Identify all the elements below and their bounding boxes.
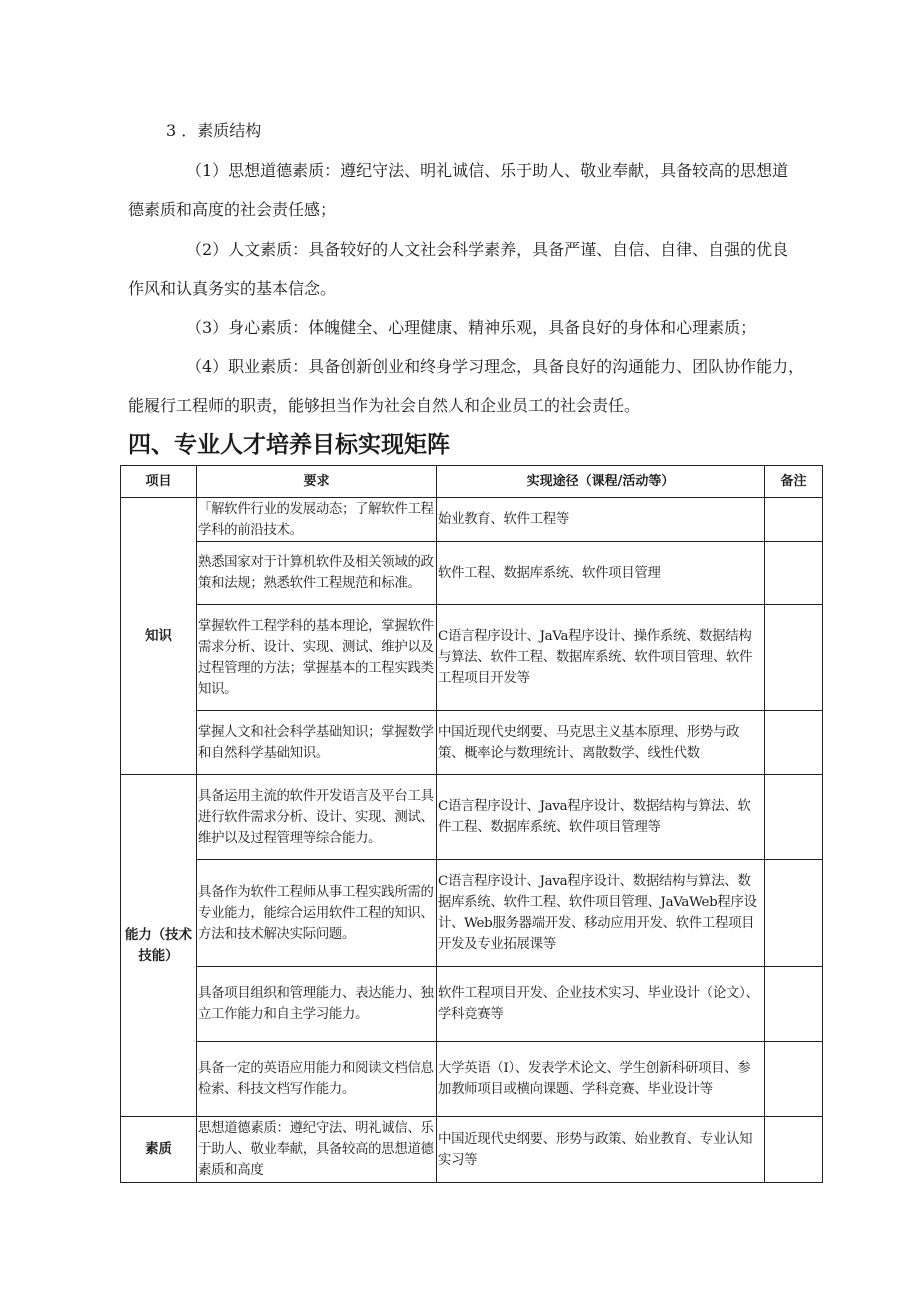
table-row	[121, 775, 823, 860]
table-row	[121, 967, 823, 1042]
category-ability: 能力（技术技能）	[121, 775, 197, 1117]
note-cell	[765, 860, 823, 967]
requirement-cell: 具备一定的英语应用能力和阅读文档信息检索、科技文档写作能力。	[197, 1042, 437, 1117]
note-cell	[765, 605, 823, 711]
requirement-cell: 具备作为软件工程师从事工程实践所需的专业能力，能综合运用软件工程的知识、方法和技术解决实际问题。	[197, 860, 437, 967]
note-cell	[765, 1117, 823, 1183]
header-note: 备注	[765, 466, 823, 498]
path-cell: C语言程序设计、Java程序设计、数据结构与算法、软件工程、数据库系统、软件项目管理等	[437, 775, 765, 860]
path-cell: 中国近现代史纲要、马克思主义基本原理、形势与政策、概率论与数理统计、离散数学、线性代数	[437, 711, 765, 775]
paragraph-line: 德素质和高度的社会责任感；	[128, 200, 337, 219]
paragraph-line: （2）人文素质：具备较好的人文社会科学素养，具备严谨、自信、自律、自强的优良	[186, 240, 789, 259]
requirement-cell: 掌握人文和社会科学基础知识；掌握数学和自然科学基础知识。	[197, 711, 437, 775]
table-row	[121, 498, 823, 542]
paragraph-line: （3）身心素质：体魄健全、心理健康、精神乐观，具备良好的身体和心理素质；	[186, 318, 757, 337]
table-row	[121, 1042, 823, 1117]
table-row	[121, 1117, 823, 1183]
path-cell: C语言程序设计、Java程序设计、数据结构与算法、数据库系统、软件工程、软件项目管理、JaVaWeb程序设计、Web服务器端开发、移动应用开发、软件工程项目开发及专业拓展课等	[437, 860, 765, 967]
path-cell: 软件工程、数据库系统、软件项目管理	[437, 542, 765, 605]
table-row	[121, 711, 823, 775]
note-cell	[765, 775, 823, 860]
paragraph-line: 作风和认真务实的基本信念。	[128, 279, 337, 298]
section-title: 3 ．素质结构	[166, 121, 262, 140]
table-row	[121, 605, 823, 711]
paragraph-line: （4）职业素质：具备创新创业和终身学习理念，具备良好的沟通能力、团队协作能力，	[186, 357, 805, 376]
table-row	[121, 542, 823, 605]
category-knowledge: 知识	[121, 498, 197, 775]
note-cell	[765, 967, 823, 1042]
path-cell: 始业教育、软件工程等	[437, 498, 765, 542]
header-item: 项目	[121, 466, 197, 498]
requirement-cell: 具备项目组织和管理能力、表达能力、独立工作能力和自主学习能力。	[197, 967, 437, 1042]
header-requirement: 要求	[197, 466, 437, 498]
training-goal-matrix-table	[120, 465, 823, 1183]
note-cell	[765, 711, 823, 775]
header-path: 实现途径（课程/活动等）	[437, 466, 765, 498]
section-heading: 四、专业人才培养目标实现矩阵	[128, 432, 450, 458]
path-cell: 软件工程项目开发、企业技术实习、毕业设计（论文）、学科竞赛等	[437, 967, 765, 1042]
note-cell	[765, 1042, 823, 1117]
category-quality: 素质	[121, 1117, 197, 1183]
requirement-cell: 具备运用主流的软件开发语言及平台工具进行软件需求分析、设计、实现、测试、维护以及过程管理等综合能力。	[197, 775, 437, 860]
path-cell: 中国近现代史纲要、形势与政策、始业教育、专业认知实习等	[437, 1117, 765, 1183]
paragraph-line: 能履行工程师的职责，能够担当作为社会自然人和企业员工的社会责任。	[128, 396, 641, 415]
table-header-row	[121, 466, 823, 498]
path-cell: 大学英语（I）、发表学术论文、学生创新科研项目、参加教师项目或横向课题、学科竞赛、毕业设计等	[437, 1042, 765, 1117]
requirement-cell: 熟悉国家对于计算机软件及相关领域的政策和法规；熟悉软件工程规范和标准。	[197, 542, 437, 605]
note-cell	[765, 542, 823, 605]
requirement-cell: 思想道德素质：遵纪守法、明礼诚信、乐于助人、敬业奉献，具备较高的思想道德素质和高度	[197, 1117, 437, 1183]
table-row	[121, 860, 823, 967]
requirement-cell: 「解软件行业的发展动态；了解软件工程学科的前沿技术。	[197, 498, 437, 542]
path-cell: C语言程序设计、JaVa程序设计、操作系统、数据结构与算法、软件工程、数据库系统、软件项目管理、软件工程项目开发等	[437, 605, 765, 711]
requirement-cell: 掌握软件工程学科的基本理论，掌握软件需求分析、设计、实现、测试、维护以及过程管理的方法；掌握基本的工程实践类知识。	[197, 605, 437, 711]
note-cell	[765, 498, 823, 542]
paragraph-line: （1）思想道德素质：遵纪守法、明礼诚信、乐于助人、敬业奉献，具备较高的思想道	[186, 161, 789, 180]
